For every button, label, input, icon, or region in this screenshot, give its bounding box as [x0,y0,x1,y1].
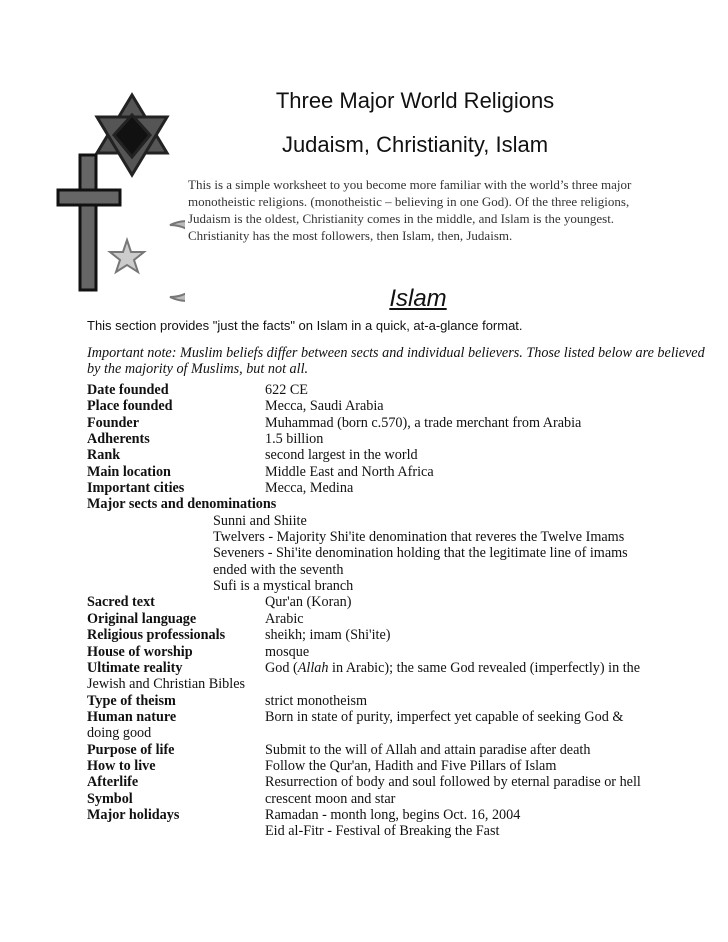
fact-value [265,660,640,676]
fact-value: strict monotheism [265,692,368,709]
section-lead: This section provides "just the facts" on Islam in a quick, at-a-glance format. [87,318,523,333]
sect-item: Twelvers - Majority Shi'ite denomination that reveres the Twelve Imams [213,529,625,546]
fact-value: Qur'an (Koran) [265,594,352,611]
fact-value: 1.5 billion [265,431,324,448]
fact-label: Religious professionals [87,627,226,644]
fact-value: Arabic [265,610,304,627]
fact-value: Submit to the will of Allah and attain paradise after death [265,741,591,758]
fact-row [87,382,667,398]
fact-value-italic: Allah [297,659,329,676]
fact-value: Mecca, Medina [265,480,354,497]
fact-row [87,627,667,643]
fact-value: Muhammad (born c.570), a trade merchant from Arabia [265,414,582,431]
fact-label: Original language [87,610,197,627]
fact-label: House of worship [87,643,193,660]
fact-value: Resurrection of body and soul followed by eternal paradise or hell [265,774,641,791]
fact-value: mosque [265,643,310,660]
facts-list [87,382,667,840]
fact-label: Afterlife [87,774,139,791]
fact-value: Ramadan - month long, begins Oct. 16, 2004 [265,806,521,823]
fact-value-continuation: doing good [87,725,152,742]
fact-label: Type of theism [87,692,176,709]
fact-row [87,791,667,807]
sect-item: Sunni and Shiite [213,512,307,529]
fact-row [87,496,667,512]
fact-row [87,742,667,758]
fact-row [87,594,667,610]
fact-row [87,415,667,431]
intro-line: This is a simple worksheet to you become more familiar with the world’s three major [188,177,632,192]
fact-value: sheikh; imam (Shi'ite) [265,627,391,644]
sect-item: ended with the seventh [213,561,344,578]
fact-label: Major sects and denominations [87,496,277,513]
fact-value: Middle East and North Africa [265,463,434,480]
fact-row [87,398,667,414]
fact-label: Major holidays [87,806,180,823]
section-heading: Islam [389,285,447,312]
fact-label: Important cities [87,480,185,497]
fact-value: Mecca, Saudi Arabia [265,398,384,415]
fact-value: 622 CE [265,382,308,398]
fact-label: Founder [87,414,140,431]
fact-row [87,431,667,447]
fact-row [87,611,667,627]
fact-label: Main location [87,463,171,480]
fact-row [87,480,667,496]
sect-item: Sufi is a mystical branch [213,578,354,595]
fact-label: Rank [87,447,121,464]
fact-value: crescent moon and star [265,790,396,807]
fact-label: Sacred text [87,594,155,611]
fact-row [87,447,667,463]
fact-row [87,758,667,774]
religious-symbols-image [50,85,185,305]
fact-value: second largest in the world [265,447,418,464]
cross-icon [58,155,120,290]
fact-row [87,660,667,676]
intro-line: Judaism is the oldest, Christianity comes in the middle, and Islam is the youngest. [188,211,615,226]
fact-label: Symbol [87,790,133,807]
page-subtitle: Judaism, Christianity, Islam [281,132,549,157]
fact-label: Date founded [87,382,169,398]
fact-label: Place founded [87,398,173,415]
fact-row [87,644,667,660]
fact-row [87,693,667,709]
fact-value-part: in Arabic); the same God revealed (imperfectly) in the [328,659,641,676]
fact-row [87,464,667,480]
fact-value: Follow the Qur'an, Hadith and Five Pillars of Islam [265,757,557,774]
sect-item: Seveners - Shi'ite denomination holding that the legitimate line of imams [213,545,628,562]
intro-line: Christianity has the most followers, then Islam, then, Judaism. [188,228,513,243]
fact-value: Eid al-Fitr - Festival of Breaking the Fast [265,823,500,840]
fact-label: Human nature [87,708,177,725]
fact-value-continuation: Jewish and Christian Bibles [87,676,246,693]
intro-line: monotheistic religions. (monotheistic – believing in one God). Of the three religions, [188,194,630,209]
important-note: Important note: Muslim beliefs differ between sects and individual believers. Those listed below are believed by the majority of Muslims, but not all. [87,345,705,378]
fact-label: Adherents [87,431,150,448]
page-title: Three Major World Religions [275,88,555,113]
intro-paragraph [188,176,723,244]
fact-row [87,807,667,823]
fact-label: How to live [87,757,156,774]
fact-value-part: God ( [265,659,298,676]
fact-label: Purpose of life [87,741,175,758]
fact-row [87,774,667,790]
fact-value: Born in state of purity, imperfect yet capable of seeking God & [265,708,624,725]
fact-label: Ultimate reality [87,659,183,676]
fact-row [87,709,667,725]
